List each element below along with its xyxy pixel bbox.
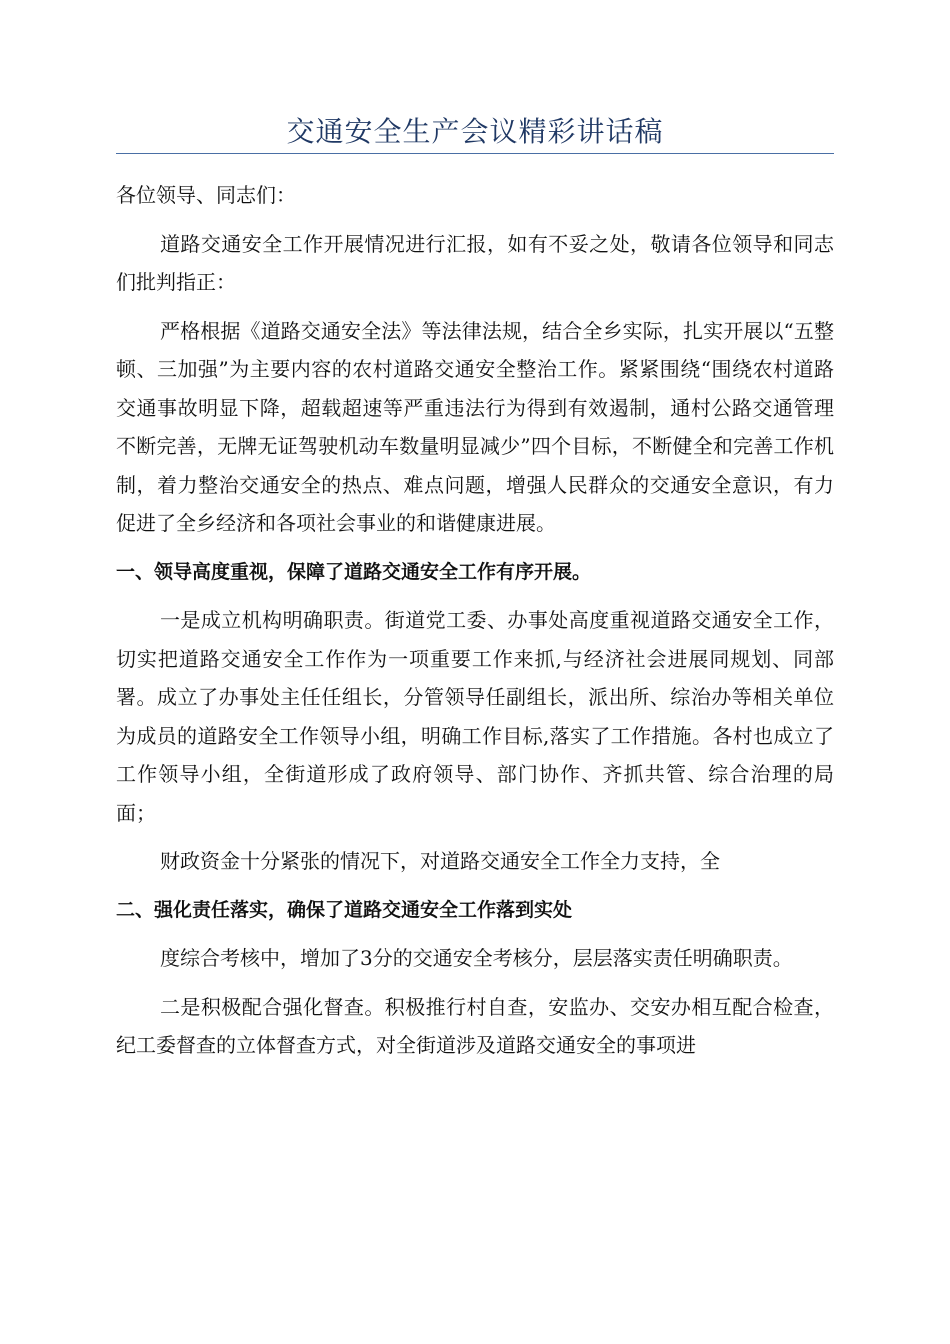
paragraph-intro: 道路交通安全工作开展情况进行汇报，如有不妥之处，敬请各位领导和同志们批判指正： — [116, 231, 834, 294]
paragraph-organization: 一是成立机构明确职责。街道党工委、办事处高度重视道路交通安全工作，切实把道路交通安全工作作为一项重要工作来抓,与经济社会进展同规划、同部署。成立了办事处主任任组长，分管领导任副组长，派出所、综治办等相关单位为成员的道路安全工作领导小组，明确工作目标,落实了工作措施。各村也成立了工作领导小组，全街道形成了政府领导、部门协作、齐抓共管、综合治理的局面； — [116, 608, 834, 825]
paragraph-overview: 严格根据《道路交通安全法》等法律法规，结合全乡实际，扎实开展以“五整顿、三加强”为主要内容的农村道路交通安全整治工作。紧紧围绕“围绕农村道路交通事故明显下降，超载超速等严重违法行为得到有效遏制，通村公路交通管理不断完善，无牌无证驾驶机动车数量明显减少”四个目标，不断健全和完善工作机制，着力整治交通安全的热点、难点问题，增强人民群众的交通安全意识，有力促进了全乡经济和各项社会事业的和谐健康进展。 — [116, 318, 834, 535]
paragraph-assessment: 度综合考核中，增加了3分的交通安全考核分，层层落实责任明确职责。 — [160, 946, 793, 970]
title-underline — [116, 153, 834, 154]
section-heading-1: 一、领导高度重视，保障了道路交通安全工作有序开展。 — [116, 560, 592, 583]
paragraph-funding: 财政资金十分紧张的情况下，对道路交通安全工作全力支持，全 — [160, 849, 720, 873]
section-heading-2: 二、强化责任落实，确保了道路交通安全工作落到实处 — [116, 898, 573, 921]
paragraph-supervision: 二是积极配合强化督查。积极推行村自查，安监办、交安办相互配合检查，纪工委督查的立体督查方式，对全街道涉及道路交通安全的事项进 — [116, 994, 834, 1057]
document-body — [116, 176, 834, 1075]
salutation: 各位领导、同志们： — [116, 183, 296, 207]
document-title: 交通安全生产会议精彩讲话稿 — [286, 115, 664, 148]
